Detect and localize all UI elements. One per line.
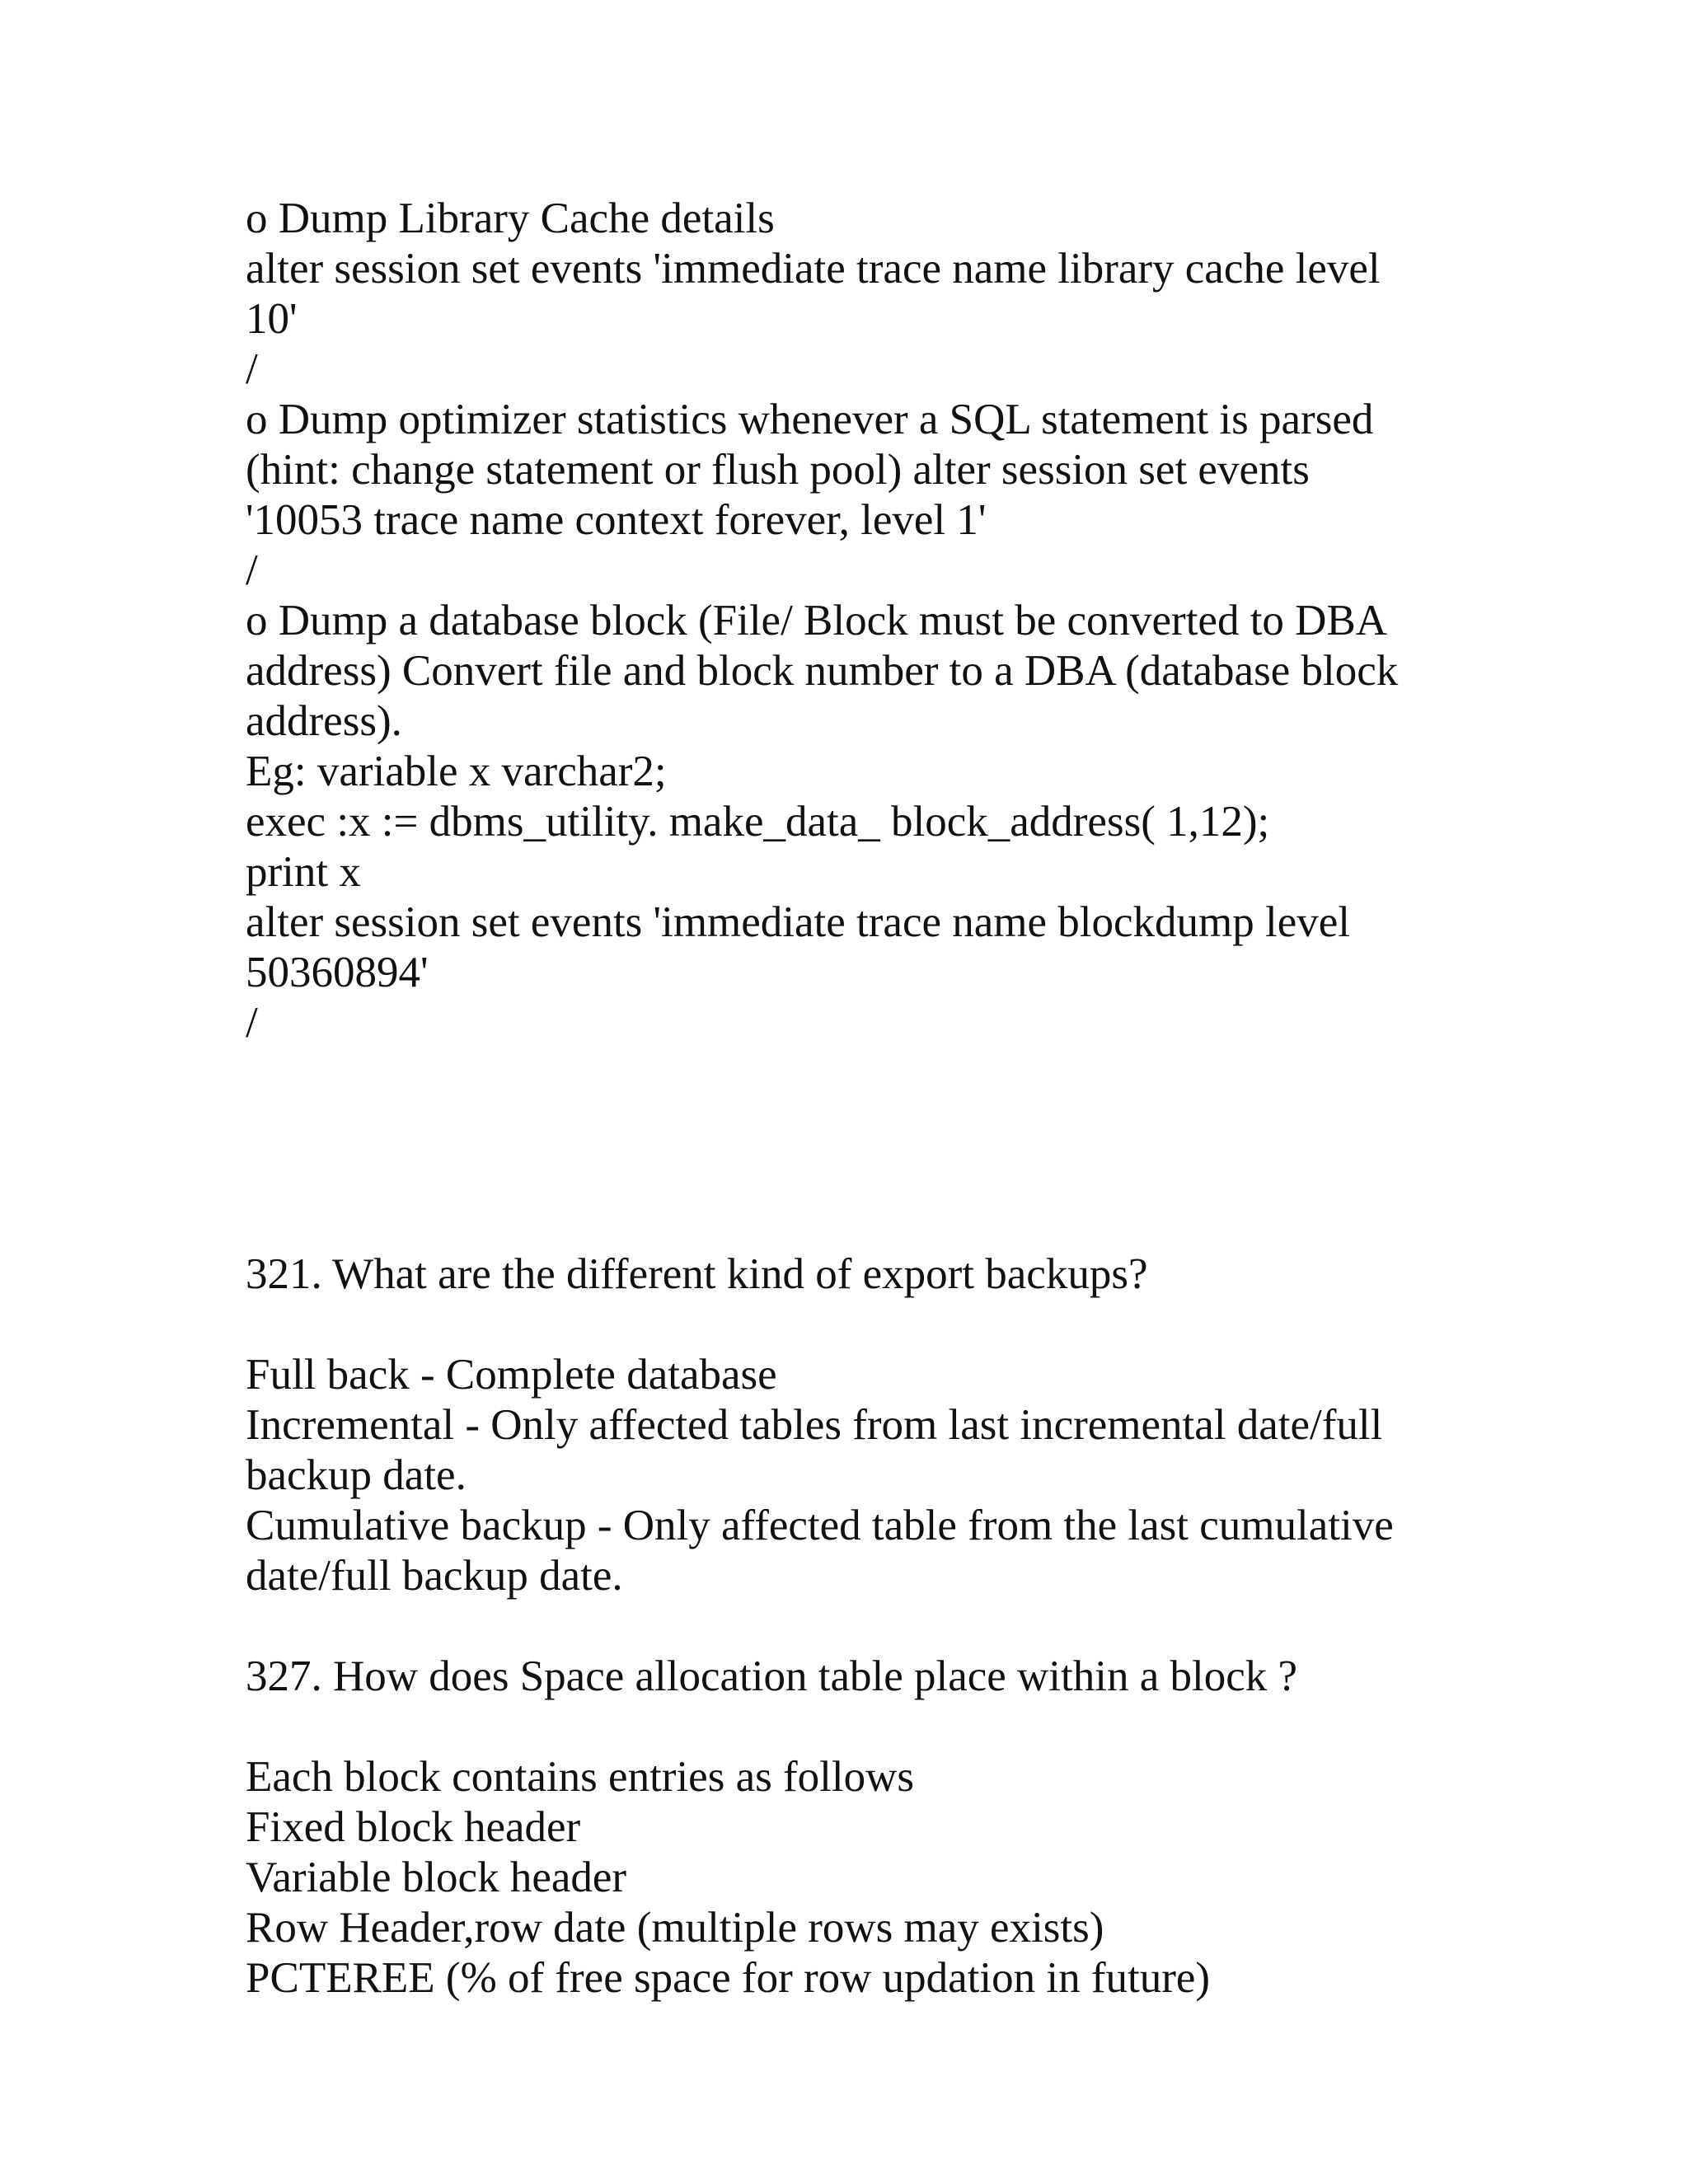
page-content	[246, 194, 1498, 2004]
spacer	[246, 1702, 1498, 1752]
answer-line: Incremental - Only affected tables from last incremental date/full	[246, 1401, 1383, 1449]
spacer	[246, 1601, 1498, 1652]
answer-line: Each block contains entries as follows	[246, 1753, 914, 1801]
text-line: exec :x := dbms_utility. make_data_ block_address( 1,12);	[246, 798, 1270, 846]
debug-commands-section	[246, 194, 1498, 1048]
text-line: /	[246, 546, 258, 594]
text-line: Eg: variable x varchar2;	[246, 748, 667, 795]
answer-line: Cumulative backup - Only affected table from the last cumulative	[246, 1502, 1394, 1549]
text-line: 10'	[246, 295, 298, 343]
answer-line: PCTEREE (% of free space for row updation in future)	[246, 1954, 1211, 2002]
text-line: /	[246, 345, 258, 393]
text-line: print x	[246, 848, 361, 896]
question-heading: 321. What are the different kind of export backups?	[246, 1250, 1148, 1298]
text-line: '10053 trace name context forever, level 1'	[246, 496, 987, 544]
answer-line: date/full backup date.	[246, 1552, 623, 1600]
answer-line: Row Header,row date (multiple rows may exists)	[246, 1904, 1104, 1952]
text-line: alter session set events 'immediate trace name library cache level	[246, 245, 1381, 293]
text-line: address) Convert file and block number to a DBA (database block	[246, 647, 1399, 695]
text-line: o Dump optimizer statistics whenever a SQL statement is parsed	[246, 396, 1374, 443]
answer-line: backup date.	[246, 1451, 467, 1499]
question-heading: 327. How does Space allocation table place within a block ?	[246, 1652, 1298, 1700]
text-line: (hint: change statement or flush pool) alter session set events	[246, 446, 1310, 494]
text-line: /	[246, 999, 258, 1047]
question-327-section	[246, 1652, 1498, 2004]
answer-line: Fixed block header	[246, 1803, 581, 1851]
text-line: alter session set events 'immediate trace name blockdump level	[246, 898, 1350, 946]
text-line: o Dump a database block (File/ Block must be converted to DBA	[246, 597, 1388, 644]
spacer	[246, 1300, 1498, 1350]
answer-line: Full back - Complete database	[246, 1351, 777, 1399]
text-line: address).	[246, 697, 402, 745]
spacer	[246, 1048, 1498, 1249]
question-321-section	[246, 1249, 1498, 1601]
text-line: 50360894'	[246, 949, 429, 996]
text-line: o Dump Library Cache details	[246, 194, 775, 242]
answer-line: Variable block header	[246, 1854, 627, 1901]
